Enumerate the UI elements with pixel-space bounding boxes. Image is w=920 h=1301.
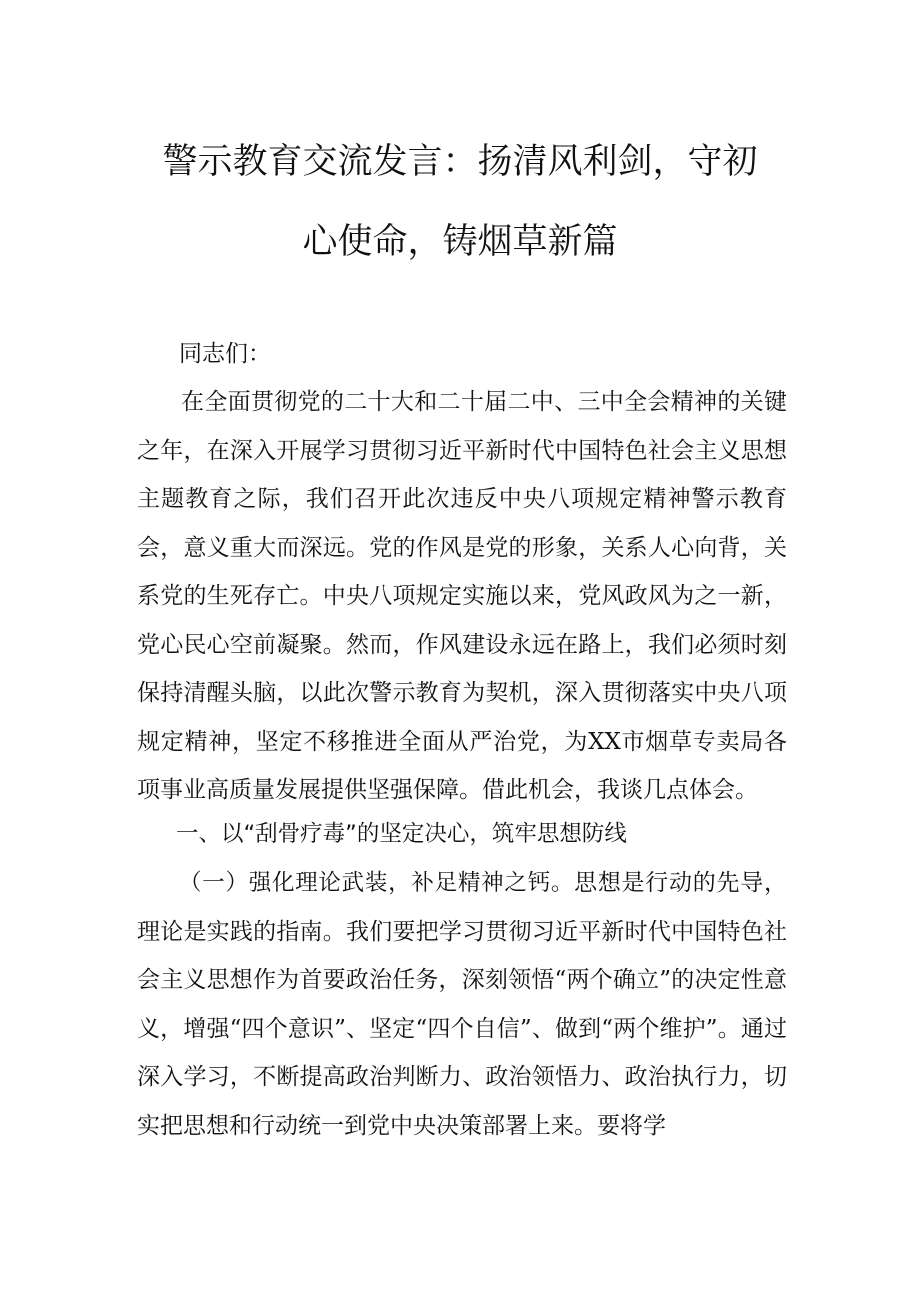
paragraph-1-1-body: 思想是行动的先导，理论是实践的指南。我们要把学习贯彻习近平新时代中国特色社会主义思想作为首要政治任务，深刻领悟“两个确立”的决定性意义，增强“四个意识”、坚定“四个自信”、做到“两个维护”。通过深入学习，不断提高政治判断力、政治领悟力、政治执行力，切实把思想和行动统一到党中央决策部署上来。要将学 xyxy=(137,870,787,1139)
paragraph-intro: 在全面贯彻党的二十大和二十届二中、三中全会精神的关键之年，在深入开展学习贯彻习近平新时代中国特色社会主义思想主题教育之际，我们召开此次违反中央八项规定精神警示教育会，意义重大而深远。党的作风是党的形象，关系人心向背，关系党的生死存亡。中央八项规定实施以来，党风政风为之一新，党心民心空前凝聚。然而，作风建设永远在路上，我们必须时刻保持清醒头脑，以此次警示教育为契机，深入贯彻落实中央八项规定精神，坚定不移推进全面从严治党，为XX市烟草专卖局各项事业高质量发展提供坚强保障。借此机会，我谈几点体会。 xyxy=(137,389,787,803)
subheading-1-1: （一）强化理论武装，补足精神之钙。 xyxy=(179,870,575,896)
document-title-line-1: 警示教育交流发言：扬清风利剑，守初 xyxy=(162,142,758,182)
document-title-line-2: 心使命，铸烟草新篇 xyxy=(302,222,618,262)
paragraph-1-1 xyxy=(137,859,787,1150)
section-heading-1: 一、以“刮骨疗毒”的坚定决心，筑牢思想防线 xyxy=(176,821,627,847)
salutation: 同志们： xyxy=(179,341,271,367)
